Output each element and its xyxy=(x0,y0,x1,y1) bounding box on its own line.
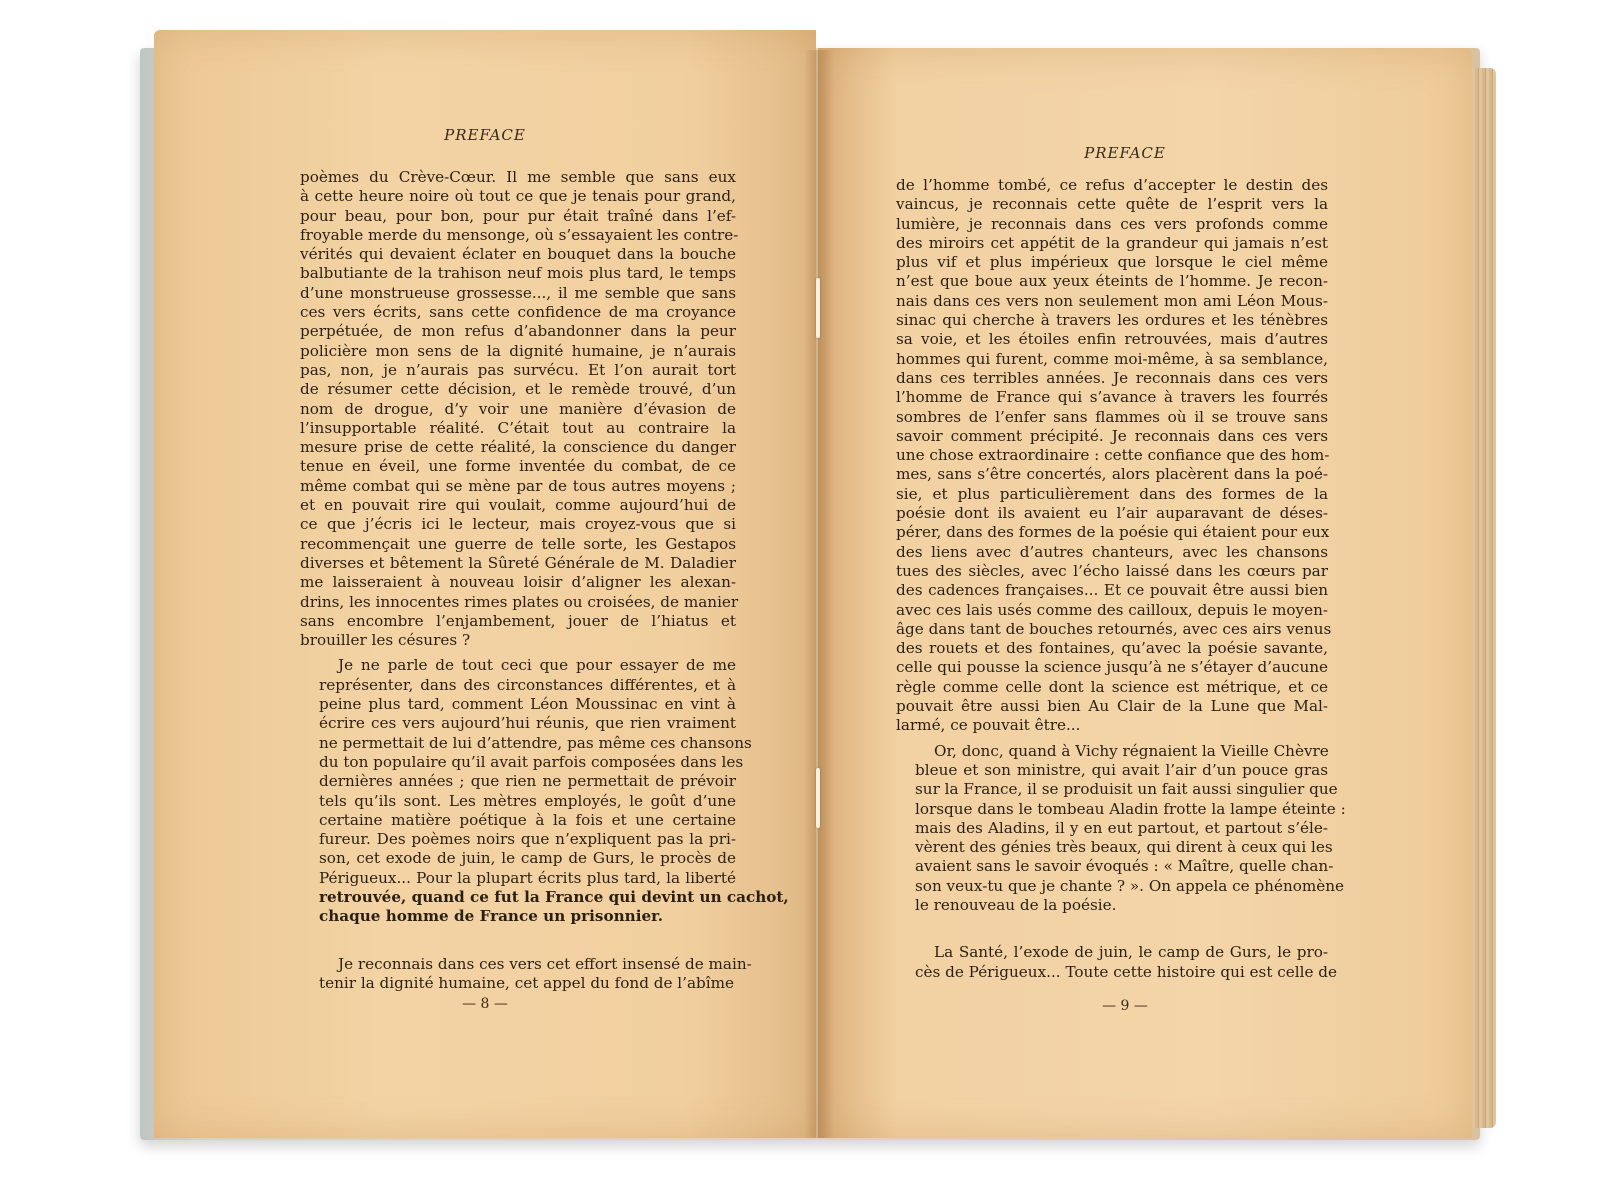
text-line: pas, non, je n’aurais pas survécu. Et l’on aurait tort xyxy=(300,360,736,379)
text-line: de résumer cette décision, et le remède trouvé, d’un xyxy=(300,380,736,399)
text-line: bleue et son ministre, qui avait l’air d’un pouce gras xyxy=(915,760,1328,779)
text-line: pouvait être aussi bien Au Clair de la Lune que Mal- xyxy=(896,697,1328,716)
text-line: ces vers écrits, sans cette confidence de ma croyance xyxy=(300,303,736,322)
text-line: représenter, dans des circonstances différentes, et à xyxy=(319,675,736,694)
text-line: dernières années ; que rien ne permettait de prévoir xyxy=(319,772,736,791)
text-line: pour beau, pour bon, pour pur était traîné dans l’ef- xyxy=(300,206,736,225)
text-line: mes, sans s’être concertés, alors placèrent dans la poé- xyxy=(896,465,1328,484)
left-folio: — 8 — xyxy=(462,996,508,1012)
text-line: tenir la dignité humaine, cet appel du fond de l’abîme xyxy=(319,973,734,992)
text-line: peine plus tard, comment Léon Moussinac en vint à xyxy=(319,695,736,714)
left-page-text xyxy=(300,168,789,993)
right-running-head: PREFACE xyxy=(1084,144,1166,162)
text-line: fureur. Des poèmes noirs que n’expliquent pas la pri- xyxy=(319,830,736,849)
text-line: tels qu’ils sont. Les mètres employés, le goût d’une xyxy=(319,791,736,810)
text-line: vérités qui devaient éclater en bouquet dans la bouche xyxy=(300,245,736,264)
paragraph xyxy=(896,741,1346,916)
text-line: et en pouvait rire qui voulait, comme aujourd’hui de xyxy=(300,496,736,515)
text-line: Je reconnais dans ces vers cet effort insensé de main- xyxy=(338,954,752,973)
text-line: âge dans tant de bouches retournés, avec ces airs venus xyxy=(896,619,1332,638)
text-line: poésie dont ils avaient eu l’air auparavant de déses- xyxy=(896,504,1328,523)
text-line: policière mon sens de la dignité humaine, je n’aurais xyxy=(300,341,736,360)
text-line: des liens avec d’autres chanteurs, avec les chansons xyxy=(896,542,1328,561)
text-line: larmé, ce pouvait être... xyxy=(896,716,1081,735)
text-line: avaient sans le savoir évoqués : « Maître, quelle chan- xyxy=(915,857,1334,876)
text-line: Je ne parle de tout ceci que pour essayer de me xyxy=(338,656,736,675)
text-line: une chose extraordinaire : cette confiance que des hom- xyxy=(896,446,1330,465)
text-line: de l’homme tombé, ce refus d’accepter le destin des xyxy=(896,176,1328,194)
text-line: froyable merde du mensonge, où s’essayaient les contre- xyxy=(300,225,739,244)
text-line: recommençait une guerre de telle sorte, les Gestapos xyxy=(300,534,736,553)
text-line: mais des Aladins, il y en eut partout, et partout s’éle- xyxy=(915,818,1328,837)
text-line: chaque homme de France un prisonnier. xyxy=(319,907,664,926)
text-line: Or, donc, quand à Vichy régnaient la Vieille Chèvre xyxy=(934,741,1329,760)
left-page xyxy=(154,30,816,1138)
text-line: pérer, dans des formes de la poésie qui étaient pour eux xyxy=(896,523,1330,542)
text-line: ne permettait de lui d’attendre, pas même ces chansons xyxy=(319,733,752,752)
text-line: celle qui pousse la science jusqu’à ne s’étayer d’aucune xyxy=(896,658,1328,677)
text-line: sans encombre l’enjambement, jouer de l’hiatus et xyxy=(300,611,736,630)
text-line: des rouets et des fontaines, qu’avec la poésie savante, xyxy=(896,639,1328,658)
text-line: sie, et plus particulièrement dans des formes de la xyxy=(896,484,1328,503)
text-line: l’homme de France qui s’avance à travers les fourrés xyxy=(896,388,1328,407)
text-line: balbutiante de la trahison neuf mois plus tard, le temps xyxy=(300,264,736,283)
text-line: certaine matière poétique à la fois et une certaine xyxy=(319,810,736,829)
text-line: sa voie, et les étoiles enfin retrouvées, mais d’autres xyxy=(896,330,1328,349)
text-line: avec ces lais usés comme des cailloux, depuis le moyen- xyxy=(896,600,1328,619)
text-line: cès de Périgueux... Toute cette histoire qui est celle de xyxy=(915,962,1338,981)
text-line: lumière, je reconnais dans ces vers profonds comme xyxy=(896,214,1328,233)
text-line: règle comme celle dont la science est métrique, et ce xyxy=(896,677,1328,696)
text-line: des cadences françaises... Et ce pouvait être aussi bien xyxy=(896,581,1328,600)
text-line: lorsque dans le tombeau Aladin frotte la lampe éteinte : xyxy=(915,799,1346,818)
text-line: La Santé, l’exode de juin, le camp de Gurs, le pro- xyxy=(934,943,1328,962)
text-line: sombres de l’enfer sans flammes où il se trouve sans xyxy=(896,407,1328,426)
text-line: d’une monstrueuse grossesse..., il me semble que sans xyxy=(300,283,736,302)
text-line: retrouvée, quand ce fut la France qui devint un cachot, xyxy=(319,887,789,906)
text-line: me laisseraient à nouveau loisir d’aligner les alexan- xyxy=(300,573,736,592)
left-running-head: PREFACE xyxy=(444,126,526,144)
text-line: nais dans ces vers non seulement mon ami Léon Mous- xyxy=(896,291,1328,310)
text-line: du ton populaire qu’il avait parfois composées dans les xyxy=(319,752,744,771)
text-line: plus vif et plus impérieux que lorsque le ciel même xyxy=(896,253,1328,272)
text-line: brouiller les césures ? xyxy=(300,631,471,650)
text-line: son, cet exode de juin, le camp de Gurs, le procès de xyxy=(319,849,736,868)
text-line: vaincus, je reconnais cette quête de l’esprit vers la xyxy=(896,195,1328,214)
text-line: dans ces terribles années. Je reconnais dans ces vers xyxy=(896,368,1328,387)
staple-top xyxy=(816,278,820,338)
paragraph xyxy=(300,954,752,994)
text-line: sinac qui cherche à travers les ordures et les ténèbres xyxy=(896,311,1328,330)
page-edges xyxy=(1468,68,1496,1128)
text-line: vèrent des génies très beaux, qui dirent à ceux qui les xyxy=(915,838,1333,857)
text-line: n’est que boue aux yeux éteints de l’homme. Je recon- xyxy=(896,272,1328,291)
paragraph xyxy=(300,168,739,650)
paragraph xyxy=(896,943,1338,982)
text-line: son veux-tu que je chante ? ». On appela ce phénomène xyxy=(915,876,1345,895)
text-line: mesure prise de cette réalité, la conscience du danger xyxy=(300,438,736,457)
text-line: hommes qui furent, comme moi-même, à sa semblance, xyxy=(896,349,1328,368)
staple-bottom xyxy=(816,768,820,828)
text-line: tues des siècles, avec l’écho laissé dans les cœurs par xyxy=(896,561,1328,580)
text-line: Périgueux... Pour la plupart écrits plus tard, la liberté xyxy=(319,868,736,887)
text-line: poèmes du Crève-Cœur. Il me semble que sans eux xyxy=(300,168,736,186)
text-line: le renouveau de la poésie. xyxy=(915,895,1117,914)
right-folio: — 9 — xyxy=(1102,998,1148,1014)
text-line: des miroirs cet appétit de la grandeur qui jamais n’est xyxy=(896,233,1328,252)
paragraph xyxy=(896,176,1332,736)
text-line: perpétuée, de mon refus d’abandonner dans la peur xyxy=(300,322,736,341)
text-line: même combat qui se mène par de tous autres moyens ; xyxy=(300,476,736,495)
right-page xyxy=(818,48,1472,1138)
text-line: tenue en éveil, une forme inventée du combat, de ce xyxy=(300,457,736,476)
text-line: ce que j’écris ici le lecteur, mais croyez-vous que si xyxy=(300,515,736,534)
text-line: à cette heure noire où tout ce que je tenais pour grand, xyxy=(300,187,736,206)
paragraph xyxy=(300,656,789,926)
text-line: drins, les innocentes rimes plates ou croisées, de manier xyxy=(300,592,739,611)
text-line: écrire ces vers aujourd’hui réunis, que rien vraiment xyxy=(319,714,736,733)
text-line: l’insupportable réalité. C’était tout au contraire la xyxy=(300,418,736,437)
open-book xyxy=(140,30,1500,1150)
text-line: nom de drogue, d’y voir une manière d’évasion de xyxy=(300,399,736,418)
text-line: sur la France, il se produisit un fait aussi singulier que xyxy=(915,780,1338,799)
right-page-text xyxy=(896,176,1346,982)
book-gutter xyxy=(804,50,834,1138)
text-line: diverses et bêtement la Sûreté Générale de M. Daladier xyxy=(300,553,736,572)
text-line: savoir comment précipité. Je reconnais dans ces vers xyxy=(896,426,1328,445)
